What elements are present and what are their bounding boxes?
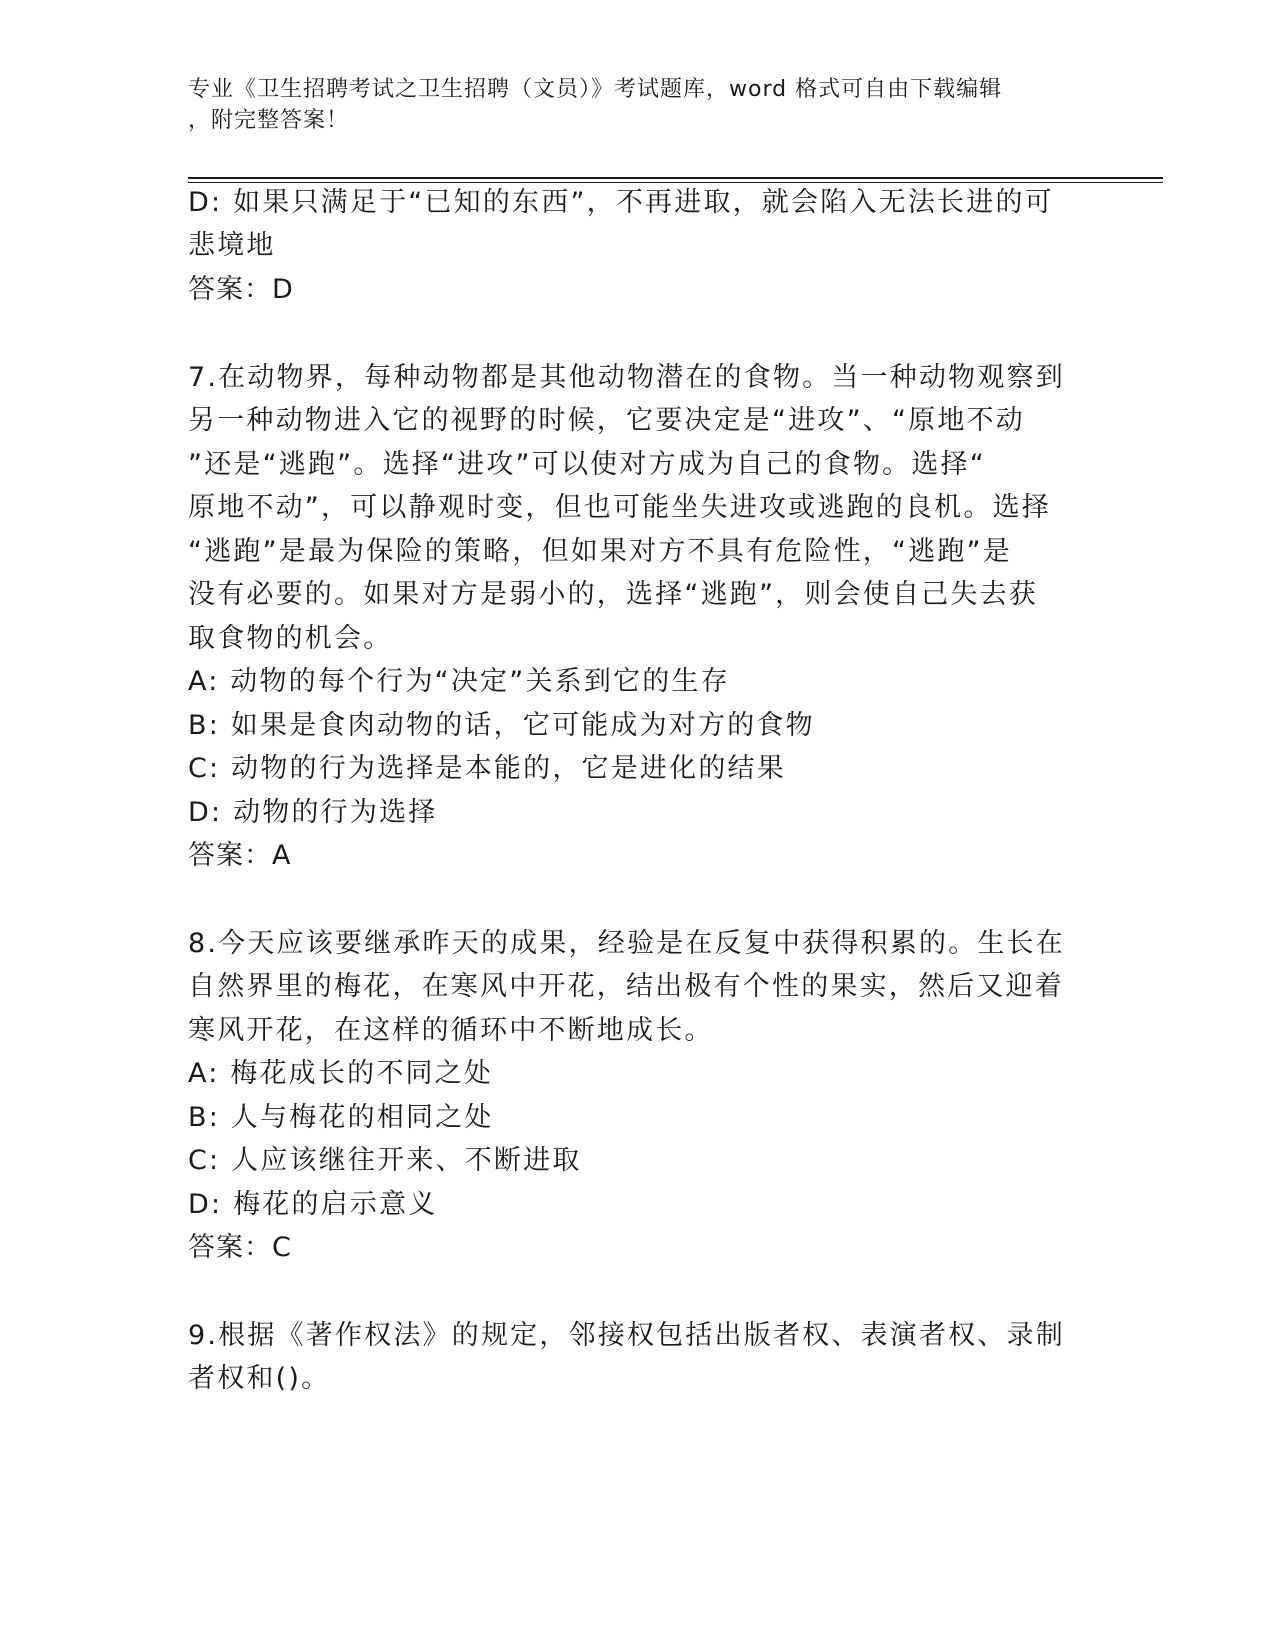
q7-stem-line-4: 原地不动”，可以静观时变，但也可能坐失进攻或逃跑的良机。选择: [188, 492, 1051, 523]
q8-stem-line-3: 寒风开花，在这样的循环中不断地成长。: [188, 1015, 714, 1046]
q7-stem-line-3: ”还是“逃跑”。选择“进攻”可以使对方成为自己的食物。选择“: [188, 449, 986, 480]
q6-option-d-line-1: D: 如果只满足于“已知的东西”，不再进取，就会陷入无法长进的可: [188, 187, 1054, 218]
q7-option-b: B: 如果是食肉动物的话，它可能成为对方的食物: [188, 710, 815, 741]
q7-stem-line-2: 另一种动物进入它的视野的时候，它要决定是“进攻”、“原地不动: [188, 405, 1025, 436]
q7-answer: 答案：A: [188, 840, 292, 871]
document-header: [188, 74, 1068, 136]
q6-answer: 答案：D: [188, 274, 294, 305]
q8-option-c: C: 人应该继往开来、不断进取: [188, 1145, 582, 1176]
q9-stem-line-1: 9.根据《著作权法》的规定，邻接权包括出版者权、表演者权、录制: [188, 1320, 1065, 1351]
q7-option-c: C: 动物的行为选择是本能的，它是进化的结果: [188, 753, 786, 784]
q7-stem-line-5: “逃跑”是最为保险的策略，但如果对方不具有危险性，“逃跑”是: [188, 536, 1012, 567]
header-line-1: 专业《卫生招聘考试之卫生招聘（文员）》考试题库，word 格式可自由下载编辑: [188, 77, 1003, 102]
header-line-2: ，附完整答案！: [188, 108, 350, 133]
q6-option-d-line-2: 悲境地: [188, 230, 276, 261]
q9-stem-line-2: 者权和()。: [188, 1363, 331, 1394]
header-rule-thick: [188, 177, 1163, 179]
q7-stem-line-6: 没有必要的。如果对方是弱小的，选择“逃跑”，则会使自己失去获: [188, 579, 1038, 610]
q8-option-b: B: 人与梅花的相同之处: [188, 1102, 494, 1133]
q7-stem-line-1: 7.在动物界，每种动物都是其他动物潜在的食物。当一种动物观察到: [188, 362, 1065, 393]
q7-option-d: D: 动物的行为选择: [188, 797, 438, 828]
q8-stem-line-2: 自然界里的梅花，在寒风中开花，结出极有个性的果实，然后又迎着: [188, 971, 1064, 1002]
q8-answer: 答案：C: [188, 1232, 292, 1263]
q7-option-a: A: 动物的每个行为“决定”关系到它的生存: [188, 666, 730, 697]
q8-option-a: A: 梅花成长的不同之处: [188, 1058, 494, 1089]
q8-option-d: D: 梅花的启示意义: [188, 1189, 438, 1220]
q8-stem-line-1: 8.今天应该要继承昨天的成果，经验是在反复中获得积累的。生长在: [188, 928, 1065, 959]
q7-stem-line-7: 取食物的机会。: [188, 623, 393, 654]
